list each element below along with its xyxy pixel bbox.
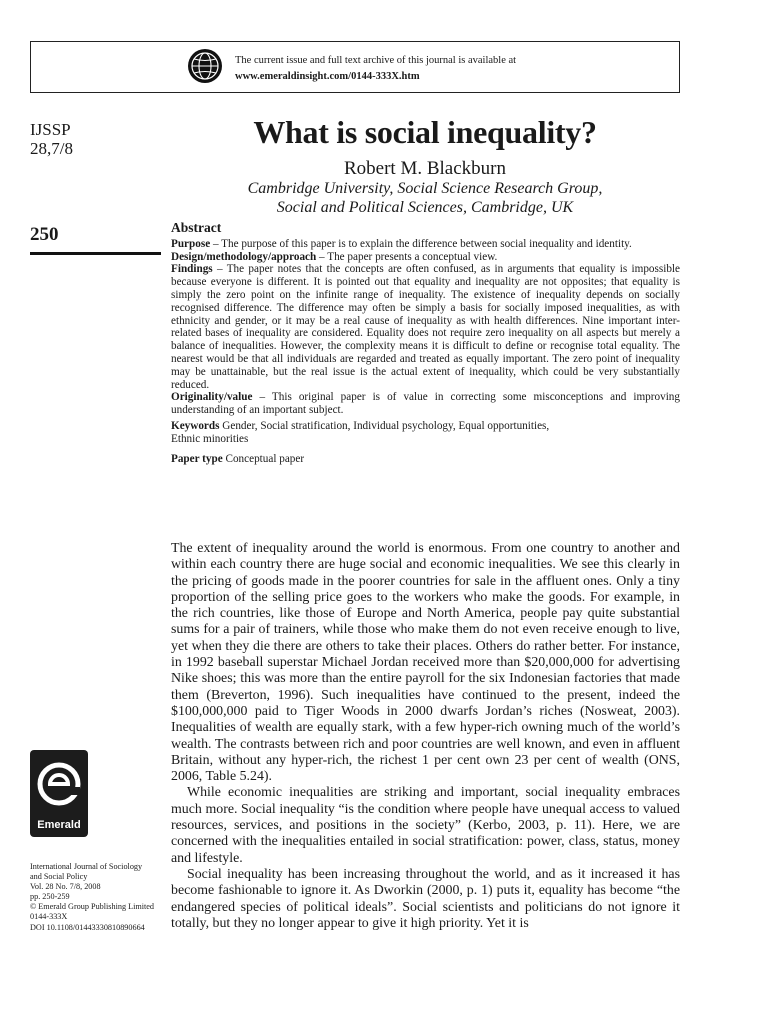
author-affiliation [170,179,680,217]
affiliation-line: Social and Political Sciences, Cambridge, UK [276,199,574,216]
citation-line: 0144-333X [30,912,68,922]
abstract-originality [171,391,680,417]
citation-line: International Journal of Sociology [30,862,143,871]
citation-line: and Social Policy [30,872,88,882]
abstract-design [171,251,680,264]
journal-sidebar [30,120,165,158]
citation-line: © Emerald Group Publishing Limited [30,902,155,912]
body-paragraph: Social inequality has been increasing throughout the world, and as it increased it has become fashionable to ignore it. As Dworkin (2000, p. 1) puts it, equality has become “the endangered species of political ideals”. Social scientists and politicians do not ignore it totally, but they no longer appear to give it high priority. Yet it is [171,866,680,931]
citation-block [30,862,170,933]
article-title: What is social inequality? [253,114,597,150]
design-text: – The paper presents a conceptual view. [316,250,498,263]
originality-text: – This original paper is of value in correcting some misconceptions and improving understanding of an important subject. [171,391,680,417]
abstract-findings [171,263,680,391]
citation-line: Vol. 28 No. 7/8, 2008 [30,882,101,892]
body-paragraph: The extent of inequality around the world is enormous. From one country to another and within each country there are huge social and economic inequalities. We see this clearly in the pricing of goods made in the poorer countries for sale in the affluent ones. Only a tiny proportion of the selling price goes to the workers who make the goods. For example, in the rich countries, like those of Europe and North America, people pay quite substantial sums for a pair of trainers, while those who make them do not even receive enough to live, yet when they die there are others to take their places. Others do rather better. For instance, in 1992 baseball superstar Michael Jordan received more than $20,000,000 for advertising Nike shoes; this was more than the entire payroll for the six Indonesian factories that made them (Breverton, 1996). Such inequalities have continued to the present, indeed the $100,000,000 paid to Tiger Woods in 2000 dwarfs Jordan’s riches (Nosweat, 2003). Inequalities of wealth are equally stark, with a few hyper-rich owning much of the world’s wealth. The contrasts between rich and poor countries are well known, and even in affluent Britain, without any hyper-rich, the richest 1 per cent own 23 per cent of wealth (ONS, 2006, Table 5.24). [171,541,680,785]
originality-label: Originality/value [171,391,253,404]
citation-line: pp. 250-259 [30,892,70,902]
doi-link[interactable]: DOI 10.1108/01443330810890664 [30,922,145,932]
banner-text [235,53,516,85]
keywords-text: Gender, Social stratification, Individual psychology, Equal opportunities, [222,419,550,432]
findings-label: Findings [171,263,213,276]
purpose-label: Purpose [171,237,211,250]
keywords-text-cont: Ethnic minorities [171,432,249,445]
journal-access-banner [30,41,680,93]
journal-abbreviation: IJSSP [30,120,71,139]
keywords-label: Keywords [171,419,220,432]
author-name: Robert M. Blackburn [343,158,506,179]
article-body [171,541,680,932]
page-number: 250 [30,224,59,245]
emerald-wordmark: Emerald [37,819,81,831]
sidebar-divider [30,252,161,255]
abstract-section [171,222,680,465]
volume-issue: 28,7/8 [30,139,73,158]
affiliation-line: Cambridge University, Social Science Research Group, [247,180,603,197]
paper-type-text: Conceptual paper [225,452,305,465]
banner-line: The current issue and full text archive of this journal is available at [235,55,517,66]
emerald-logo [30,750,88,837]
journal-url-link[interactable]: www.emeraldinsight.com/0144-333X.htm [235,71,420,82]
abstract-purpose [171,238,680,251]
findings-text: – The paper notes that the concepts are often confused, as in arguments that equality is impossible because everyone is different. It is pointed out that equality and inequality are not opposites; that equality is simply the zero point on the infinite range of inequality. The existence of inequality depends on socially recognised difference. The difference may often be simply a basis for socially imposed inequalities, as with ethnicity and gender, or it may be a real cause of inequality as with health differences. Nine important inter-related bases of inequality are considered. Equality does not require zero inequality on all aspects but merely a balance of inequalities. However, the complexity means it is difficult to define or recognise total equality. The nearest would be that all individuals are regarded and treated as equally important. The zero point of inequality may be unattainable, but the real issue is the actual extent of inequality, which could be very substantially reduced. [171,263,680,391]
paper-type [171,453,680,466]
design-label: Design/methodology/approach [171,250,317,263]
keywords [171,420,680,446]
purpose-text: – The purpose of this paper is to explain the difference between social inequality and identity. [210,237,632,250]
paper-type-label: Paper type [171,452,223,465]
globe-icon [187,48,223,84]
emerald-logo-icon [30,754,88,824]
body-paragraph: While economic inequalities are striking and important, social inequality embraces much more. Social inequality “is the condition where people have unequal access to valued resources, services, and positions in the society” (Kerbo, 2003, p. 11). Here, we are concerned with the inequalities entailed in social stratification: power, class, status, money and lifestyle. [171,785,680,866]
abstract-heading: Abstract [171,220,222,235]
